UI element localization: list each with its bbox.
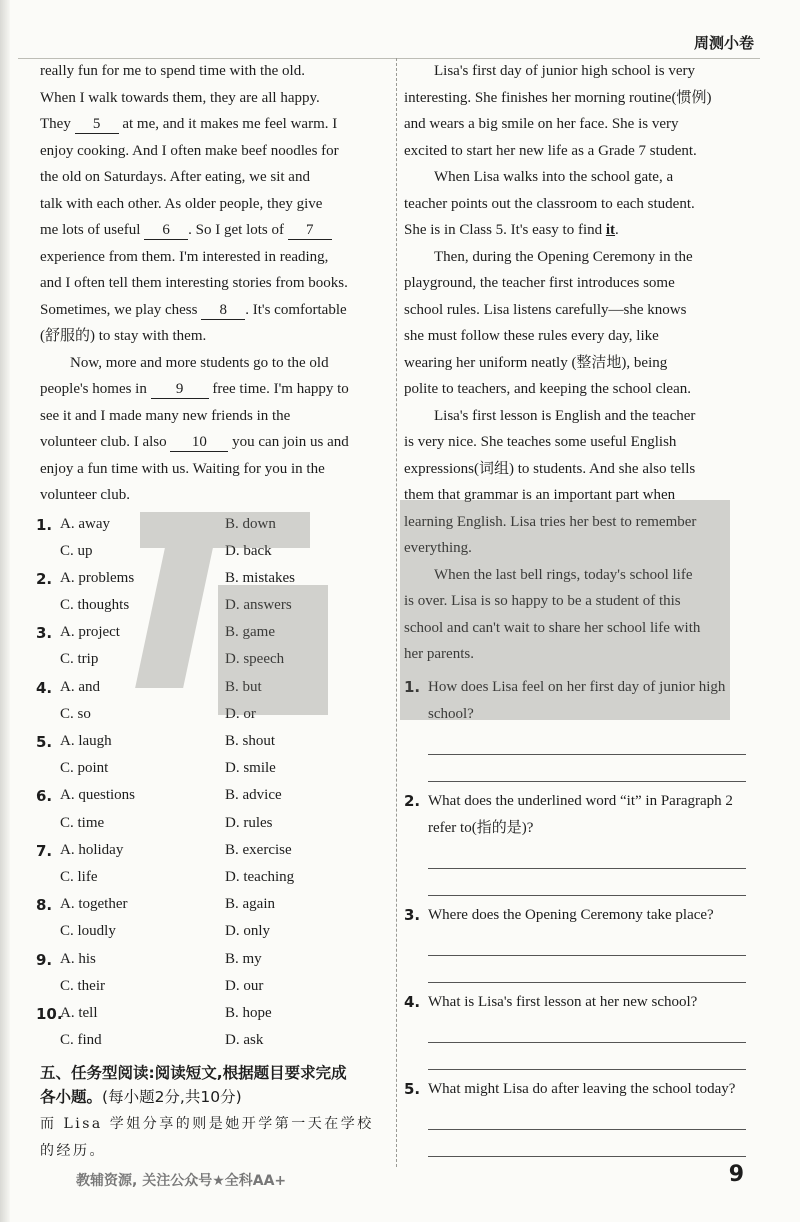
question-number: 10. <box>36 1004 63 1023</box>
header-tag: 周测小卷 <box>693 34 754 52</box>
option-d[interactable]: D. only <box>225 923 270 940</box>
passage-line: them that grammar is an important part when <box>404 487 676 503</box>
option-a[interactable]: A. questions <box>60 787 135 804</box>
option-c[interactable]: C. trip <box>60 651 99 668</box>
option-d[interactable]: D. rules <box>225 814 273 831</box>
answer-line[interactable] <box>428 1103 746 1130</box>
passage-line: When Lisa walks into the school gate, a <box>434 169 674 185</box>
option-b[interactable]: B. my <box>225 950 262 967</box>
question-number: 2. <box>36 569 53 588</box>
option-row <box>36 838 383 865</box>
passage-line: volunteer club. I also 10 you can join us and <box>40 434 349 450</box>
option-b[interactable]: B. but <box>225 678 262 695</box>
option-row <box>40 811 383 838</box>
option-row <box>36 566 383 593</box>
passage-line: the old on Saturdays. After eating, we sit and <box>40 169 310 185</box>
footer-text: 教辅资源, 关注公众号★全科AA+ <box>76 1173 287 1189</box>
question-number: 4. <box>404 992 421 1011</box>
option-b[interactable]: B. shout <box>225 733 276 749</box>
option-row <box>40 756 383 783</box>
option-c[interactable]: C. loudly <box>60 923 116 940</box>
passage-line: When the last bell rings, today's school life <box>434 566 693 583</box>
option-b[interactable]: B. game <box>225 624 275 641</box>
passage-line: everything. <box>404 540 472 556</box>
cloze-passage <box>40 58 383 509</box>
section-5-intro: 而 Lisa 学姐分享的则是她开学第一天在学校 的经历。 <box>40 1116 374 1160</box>
passage-line: her parents. <box>404 646 474 662</box>
passage-line: is very nice. She teaches some useful English <box>404 434 677 450</box>
underlined-it: it <box>605 222 616 238</box>
option-c[interactable]: C. time <box>60 814 105 831</box>
option-row <box>36 675 383 702</box>
passage-line: enjoy cooking. And I often make beef noodles for <box>40 142 339 159</box>
question-number: 3. <box>36 624 53 643</box>
watermark-shape <box>400 500 730 720</box>
question-text: How does Lisa feel on her first day of junior high school? <box>428 678 726 722</box>
question-number: 1. <box>404 677 421 696</box>
passage-line: Sometimes, we play chess 8 . It's comfortable <box>40 301 347 318</box>
passage-line: She is in Class 5. It's easy to find it. <box>404 222 619 238</box>
option-b[interactable]: B. down <box>225 515 276 532</box>
passage-line: expressions(词组) to students. And she also tells <box>404 460 696 477</box>
option-row <box>40 974 383 1001</box>
blank-8[interactable]: 8 <box>201 301 245 320</box>
answer-line[interactable] <box>428 1130 746 1157</box>
passage-line: volunteer club. <box>40 487 130 503</box>
passage-line: me lots of useful 6 . So I get lots of 7 <box>40 217 383 244</box>
question-number: 7. <box>36 841 53 860</box>
question-number: 8. <box>36 896 53 915</box>
option-row <box>40 593 383 620</box>
option-b[interactable]: B. hope <box>225 1004 272 1021</box>
blank-6[interactable]: 6 <box>144 221 188 240</box>
option-d[interactable]: D. or <box>225 705 256 722</box>
question-number: 2. <box>404 791 421 810</box>
option-b[interactable]: B. mistakes <box>225 569 295 586</box>
option-row <box>40 919 383 946</box>
option-c[interactable]: C. so <box>60 705 91 722</box>
passage-line: talk with each other. As older people, they give <box>40 195 323 212</box>
option-row <box>40 865 383 892</box>
answer-line[interactable] <box>428 869 746 896</box>
option-row <box>36 729 383 756</box>
questions-list <box>404 674 746 1157</box>
option-row <box>40 647 383 674</box>
answer-line[interactable] <box>428 1043 746 1070</box>
passage-line: is over. Lisa is so happy to be a student of this <box>404 593 681 609</box>
option-row <box>40 702 383 729</box>
question-text: What does the underlined word “it” in Paragraph 2 refer to(指的是)? <box>428 792 733 836</box>
passage-line: playground, the teacher first introduces some <box>404 275 675 291</box>
option-d[interactable]: D. back <box>225 542 272 559</box>
question-text: Where does the Opening Ceremony take place? <box>428 906 714 923</box>
blank-7[interactable]: 7 <box>288 221 332 240</box>
passage-line: Now, more and more students go to the old <box>70 354 329 371</box>
reading-question <box>404 989 746 1070</box>
question-number: 3. <box>404 905 421 924</box>
option-row <box>36 892 383 919</box>
option-a[interactable]: A. project <box>60 624 120 641</box>
question-text: What might Lisa do after leaving the school today? <box>428 1080 736 1097</box>
option-d[interactable]: D. answers <box>225 597 292 614</box>
left-column <box>36 58 383 1165</box>
option-d[interactable]: D. our <box>225 977 264 994</box>
option-row <box>36 947 383 974</box>
question-number: 5. <box>36 733 53 751</box>
passage-line: see it and I made many new friends in the <box>40 407 291 424</box>
passage-line: and wears a big smile on her face. She is very <box>404 116 679 132</box>
watermark-shape <box>218 585 328 715</box>
answer-line[interactable] <box>428 842 746 869</box>
passage-line: experience from them. I'm interested in reading, <box>40 248 329 265</box>
option-c[interactable]: C. up <box>60 542 93 559</box>
question-number: 6. <box>36 787 53 806</box>
passage-line: really fun for me to spend time with the old. <box>40 63 305 79</box>
passage-line: she must follow these rules every day, like <box>404 328 659 344</box>
option-a[interactable]: A. away <box>60 515 110 532</box>
option-c[interactable]: C. find <box>60 1032 102 1049</box>
question-number: 9. <box>36 950 53 969</box>
option-a[interactable]: A. problems <box>60 569 135 586</box>
answer-line[interactable] <box>428 929 746 956</box>
passage-line: polite to teachers, and keeping the school clean. <box>404 381 691 397</box>
passage-line: learning English. Lisa tries her best to remember <box>404 513 697 530</box>
option-c[interactable]: C. thoughts <box>60 597 130 614</box>
option-row <box>40 1028 383 1055</box>
passage-line: Lisa's first lesson is English and the teacher <box>434 407 696 424</box>
passage-line: They 5 at me, and it makes me feel warm. I <box>40 116 338 132</box>
passage-line: Lisa's first day of junior high school is very <box>434 63 695 79</box>
passage-line: people's homes in 9 free time. I'm happy to <box>40 381 349 397</box>
passage-line: school and can't wait to share her school life with <box>404 619 701 636</box>
reading-question <box>404 788 746 896</box>
option-b[interactable]: B. again <box>225 896 275 913</box>
passage-line: When I walk towards them, they are all happy. <box>40 89 320 106</box>
answer-line[interactable] <box>428 1016 746 1043</box>
option-c[interactable]: C. point <box>60 760 109 777</box>
option-a[interactable]: A. laugh <box>60 733 112 749</box>
question-number: 1. <box>36 515 53 534</box>
passage-line: Then, during the Opening Ceremony in the <box>434 248 693 265</box>
watermark-shape <box>140 512 310 548</box>
answer-line[interactable] <box>428 728 746 755</box>
passage-line: interesting. She finishes her morning routine(惯例) <box>404 89 712 106</box>
question-number: 4. <box>36 678 53 697</box>
passage-line: school rules. Lisa listens carefully—she knows <box>404 301 687 318</box>
question-number: 5. <box>404 1079 421 1098</box>
option-a[interactable]: A. tell <box>60 1004 98 1021</box>
passage-line: (舒服的) to stay with them. <box>40 328 207 344</box>
option-row <box>36 620 383 647</box>
blank-9[interactable]: 9 <box>151 380 209 399</box>
question-text: What is Lisa's first lesson at her new school? <box>428 993 698 1010</box>
option-b[interactable]: B. exercise <box>225 841 292 858</box>
page-edge-shadow <box>0 0 10 1222</box>
option-a[interactable]: A. his <box>60 950 96 967</box>
passage-line: wearing her uniform neatly (整洁地), being <box>404 354 668 371</box>
reading-question <box>404 902 746 983</box>
option-row <box>36 1001 383 1028</box>
option-c[interactable]: C. life <box>60 868 98 885</box>
option-a[interactable]: A. together <box>60 896 128 913</box>
blank-10[interactable]: 10 <box>170 433 228 452</box>
option-a[interactable]: A. holiday <box>60 841 124 858</box>
page-number: 9 <box>728 1162 744 1187</box>
option-row <box>36 783 383 810</box>
passage-line: excited to start her new life as a Grade 7 student. <box>404 142 697 159</box>
option-a[interactable]: A. and <box>60 678 100 695</box>
column-divider <box>396 58 397 1167</box>
answer-line[interactable] <box>428 755 746 782</box>
option-c[interactable]: C. their <box>60 977 105 994</box>
option-d[interactable]: D. ask <box>225 1032 264 1049</box>
option-d[interactable]: D. speech <box>225 651 285 668</box>
passage-line: enjoy a fun time with us. Waiting for you in the <box>40 460 325 477</box>
passage-line: teacher points out the classroom to each student. <box>404 195 695 212</box>
option-d[interactable]: D. teaching <box>225 868 295 885</box>
reading-question <box>404 1076 746 1157</box>
option-b[interactable]: B. advice <box>225 787 282 804</box>
section-5-title: 五、任务型阅读:阅读短文,根据题目要求完成 各小题。(每小题2分,共10分) <box>40 1064 347 1107</box>
blank-5[interactable]: 5 <box>75 115 119 134</box>
answer-line[interactable] <box>428 956 746 983</box>
option-d[interactable]: D. smile <box>225 760 276 777</box>
options-list <box>36 512 383 1056</box>
passage-line: and I often tell them interesting stories from books. <box>40 275 348 291</box>
